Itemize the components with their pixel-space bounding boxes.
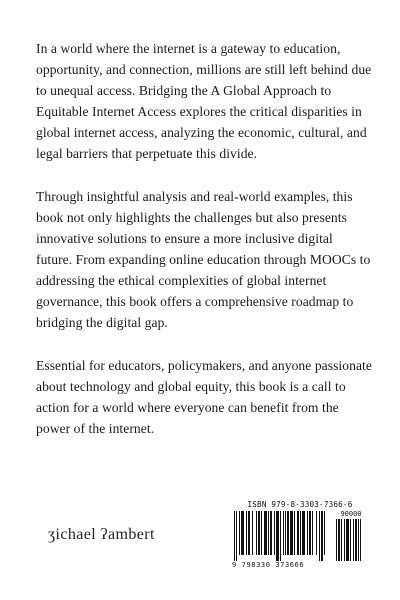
barcode-bars-main bbox=[234, 511, 332, 561]
barcode-digits: 9 798330 373666 bbox=[232, 561, 305, 569]
blurb-paragraph-2: Through insightful analysis and real-world examples, this book not only highlights the challenges but also presents innovative solutions to ensure a more inclusive digital future. From expanding online education through MOOCs to addressing the ethical complexities of global internet governance, this book offers a comprehensive roadmap to bridging the digital gap. bbox=[36, 189, 371, 330]
barcode-addon-digits: 90000 bbox=[340, 510, 362, 518]
blurb-text bbox=[36, 38, 372, 461]
blurb-paragraph-1: In a world where the internet is a gateway to education, opportunity, and connection, millions are still left behind due to unequal access. Bridging the A Global Approach to Equitable Internet Access explores the critical disparities in global internet access, analyzing the economic, cultural, and legal barriers that perpetuate this divide. bbox=[36, 41, 372, 161]
author-name: ʒichael ʔambert bbox=[48, 526, 155, 543]
isbn-label: ISBN 979-8-3303-7366-6 bbox=[247, 500, 353, 509]
blurb-paragraph-3: Essential for educators, policymakers, and anyone passionate about technology and global equity, this book is a call to action for a world where everyone can benefit from the power of the internet. bbox=[36, 358, 372, 436]
barcode-bars-addon bbox=[336, 519, 366, 561]
isbn-barcode bbox=[232, 500, 368, 572]
